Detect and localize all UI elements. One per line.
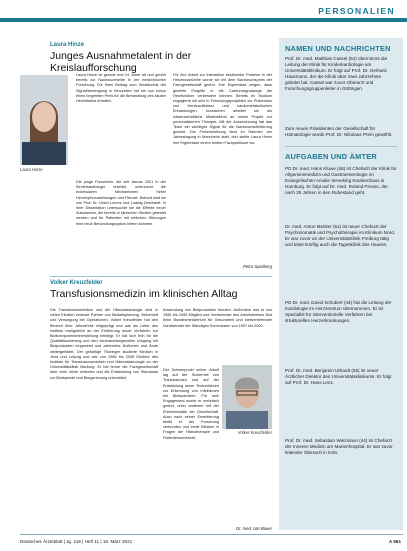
sidebar-divider [285, 146, 397, 147]
sidebar-item: Dr. med. Anton Meister (51) ist neuer Chefarzt der Psychosomatik und Psychotherapie im Klinikum Nord. Er war zuvor an der Universitätsklinik Freiburg tätig und leitet künftig auch die Tagesklinik des Hauses. [285, 224, 396, 248]
article1-signature: Petra Spielberg [243, 264, 272, 269]
sidebar-item: PD Dr. med. David Schubert (44) hat die Leitung der Kardiologie im Herzzentrum übernommen. Er ist Spezialist für interventionelle Verfahren bei strukturellen Herzerkrankungen. [285, 300, 392, 324]
header-rule [0, 18, 407, 22]
sidebar [279, 38, 403, 530]
sidebar-item: Zum neuen Präsidenten der Gesellschaft für Hämatologie wurde Prof. Dr. Nikolaus Prem gewählt. [285, 126, 393, 138]
article1-headline: Junges Ausnahmetalent in der Kreislaufforschung [50, 50, 192, 74]
page-number: A 561 [388, 539, 401, 544]
journal-reference: Deutsches Ärzteblatt | Jg. 118 | Heft 11 | 19. März 2021 [20, 539, 133, 544]
sidebar-item: PD Dr. med. Hans Kluwe (48) ist Chefarzt der Klinik für Allgemeinmedizin und Gastroenterologie im Evangelischen Amalie Sieveking Krankenhaus in Hamburg. Er folgt auf Dr. med. Roland Preuss, der nach 25 Jahren in den Ruhestand geht. [285, 166, 397, 196]
article1-col1-top: Laura Hinze ist gerade erst 24 Jahre alt und gehört bereits zur Nachwuchselite in der medizinischen Forschung. Für ihren Beitrag zum Verständnis der Signalübertragung in Herzzellen hat sie nun schon einen begehrten Preis für die Behandlung des akuten Herzinfarkts erhalten. [76, 73, 166, 104]
article-divider [50, 276, 272, 277]
article2-kicker: Volker Kreuzfelder [50, 280, 103, 286]
portrait-image [20, 75, 68, 165]
article2-portrait-photo [222, 365, 272, 429]
sidebar-item: Prof. Dr. med. Benjamin Uthardt (55) ist neuer Ärztlicher Direktor des Universitätsklinikums. Er folgt auf Prof. Dr. Hans Lenz. [285, 368, 392, 386]
article1-caption: Laura Hinze [20, 167, 43, 172]
section-label: PERSONALIEN [318, 6, 395, 16]
article1-col1-bottom: Die junge Forscherin, die seit Januar 2021 in der Kinderkardiologie arbeitet, untersucht die molekularen Mechanismen hinter Herzrhythmusstörungen und Fibrose. Betreut wird sie von Prof. Dr. Ulrich Lorenz und Ludwig Deinhardt. In ihrer Dissertation untersuchte sie die Effekte neuer Substanzen, die bereits in klinischen Studien getestet werden und für Patienten mit erblichen Störungen eine neue Behandlungsoption bieten könnten. [76, 180, 166, 226]
footer-rule [20, 534, 403, 535]
article1-col2: Für ihre Arbeit zur Interaktion bestimmter Proteine in der Herzmuskelzelle wurde sie mit dem Nachwuchspreis der Fachgesellschaft geehrt. Ihre Ergebnisse zeigen, dass gezielte Eingriffe in die Calciumsignalwege die Herzfunktion verbessern können. Bereits im Studium engagierte sie sich in Forschungsprojekten zur Prävention von Herzinsuffizienz und kardiometabolischen Erkrankungen. Inzwischen arbeitet sie als wissenschaftliche Mitarbeiterin an einem Projekt zur personalisierten Therapie. Mit der Auszeichnung hat das Team ein wichtiges Signal für die Nachwuchsförderung gesetzt. Die Preisverleihung fand im Rahmen der Jahrestagung in Mannheim statt; dort stellte Laura Hinze ihre Ergebnisse einem breiten Fachpublikum vor. [173, 73, 272, 145]
article2-col2-bottom: Der Schwerpunkt seiner Arbeit lag auf der Sicherheit von Transfusionen und auf der Entwicklung neuer Testverfahren zur Erkennung von Infektionen bei Blutspendern. Für sein Engagement wurde er mehrfach geehrt, unter anderem mit der Ehrenmedaille der Gesellschaft. Auch nach seiner Emeritierung bleibt er der Forschung verbunden und berät Kliniken in Fragen der Hämotherapie und Patientensicherheit. [163, 368, 219, 440]
article2-headline: Transfusionsmedizin im klinischen Alltag [50, 288, 238, 300]
sidebar-item: Prof. Dr. med. Sebastian Weizmann (44) ist Chefarzt der Inneren Medizin am Marienhospital. Er war zuvor leitender Oberarzt in Köln. [285, 438, 393, 456]
article2-caption: Volker Kreuzfelder [237, 430, 272, 435]
article2-col1: Die Transfusionsmedizin und die Hämostaseologie sind in vielen Kliniken zentrale Partner von Bedarfsplanung, Sicherheit und Versorgung bei Operationen. Volker Kreuzfelder hat den Bereich über Jahrzehnte mitgeprägt und war als Leiter des Instituts maßgeblich an der Einführung neuer Verfahren zur Blutkomponentenherstellung beteiligt. Er hat sich früh für die Qualitätssicherung und den verantwortungsvollen Umgang mit Blutprodukten eingesetzt und zahlreiche Ärztinnen und Ärzte weitergebildet. Der gebürtige Thüringer studierte Medizin in Jena und Leipzig und war von 1986 bis 2005 Direktor des Instituts für Transfusionsmedizin und Hämostaseologie an der Universitätsklinik Marburg. Er hat ferner die Fachgesellschaft über viele Jahre vertreten und die Entwicklung von Standards zur Blutspende und Blutgerinnung unterstützt. [50, 308, 158, 380]
article1-portrait-photo [20, 75, 68, 165]
article1-kicker: Laura Hinze [50, 42, 85, 48]
sidebar-section1-title: NAMEN UND NACHRICHTEN [285, 44, 391, 53]
portrait-image [222, 365, 272, 429]
sidebar-section2-title: AUFGABEN UND ÄMTER [285, 152, 377, 161]
article2-col2-top: Anwendung von Blutprodukten berufen. Außerdem war er von 1985 bis 1999 Mitglied und Vorsitzender des Arbeitskreises Blut beim Bundesministerium für Gesundheit und stellvertretender Vorsitzender der Ständigen Kommission von 1997 bis 2000. [163, 308, 272, 328]
article2-signature: Dr. med. Ute Bauer [236, 526, 272, 531]
sidebar-item: Prof. Dr. med. Matthias Cassel (54) übernimmt die Leitung der Klinik für Kinderkardiologie am Universitätsklinikum. Er folgt auf Prof. Dr. Gerhard Hausmann, der die Klinik über zwei Jahrzehnte geleitet hat. Cassel war zuvor Oberarzt und Forschungsgruppenleiter in Göttingen. [285, 56, 388, 92]
